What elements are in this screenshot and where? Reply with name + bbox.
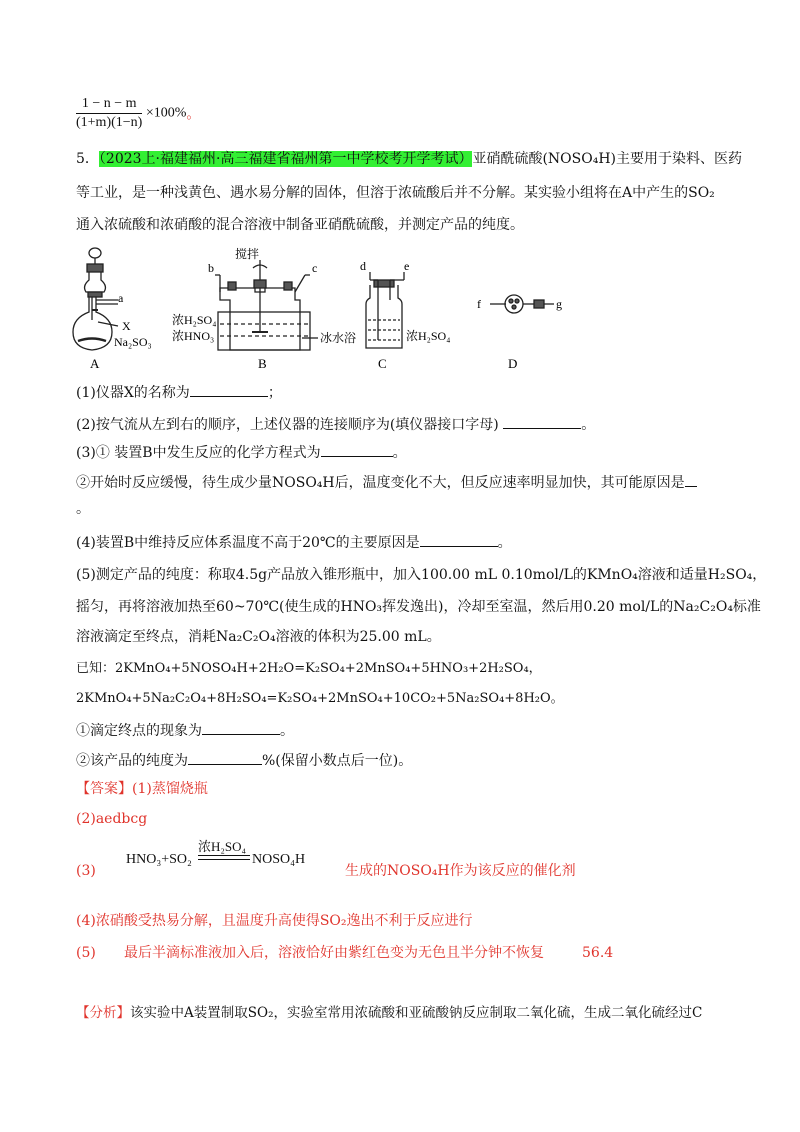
question-intro-line-2: 等工业，是一种浅黄色、遇水易分解的固体，但溶于浓硫酸后并不分解。某实验小组将在A中产生的SO₂: [76, 185, 715, 201]
subquestion-5-line-3: 溶液滴定至终点，消耗Na₂C₂O₄溶液的体积为25.00 mL。: [76, 629, 441, 645]
answer-blank-3: [321, 442, 393, 457]
subquestion-5-line-2: 摇匀，再将溶液加热至60~70℃(使生成的HNO₃挥发逸出)，冷却至室温，然后用0.20 mol/L的Na₂C₂O₄标准: [76, 599, 761, 615]
question-intro-text: 亚硝酰硫酸(NOSO₄H)主要用于染料、医药: [472, 151, 742, 167]
port-b: b: [208, 261, 214, 275]
equation-reactants: HNO₃+SO₂: [126, 852, 192, 867]
known-equation-2: 2KMnO₄+5Na₂C₂O₄+8H₂SO₄=K₂SO₄+2MnSO₄+10CO₂+5Na₂SO₄+8H₂O。: [76, 691, 564, 706]
apparatus-b: [215, 260, 318, 350]
label-stir: 搅拌: [235, 247, 260, 261]
answer-1: (1)蒸馏烧瓶: [132, 781, 208, 797]
reagent-h2so4-b: 浓H₂SO₄: [172, 313, 217, 327]
answer-blank-2: [503, 414, 581, 429]
subquestion-5b: ②该产品的纯度为 %(保留小数点后一位)。: [76, 750, 412, 770]
port-g: g: [556, 297, 562, 311]
reagent-na2so3: Na₂SO₃: [114, 335, 152, 349]
question-number: 5．: [76, 151, 99, 167]
answer-blank-5a: [202, 720, 280, 735]
answer-line-1: [76, 780, 208, 798]
label-d: D: [508, 356, 518, 371]
answer-5-label: (5): [76, 945, 96, 961]
answer-blank-3b: [685, 472, 697, 487]
answer-5-value: 56.4: [582, 945, 614, 961]
apparatus-diagram: [70, 240, 590, 375]
answer-blank-4: [420, 532, 498, 547]
subquestion-3b-end: 。: [76, 501, 90, 517]
known-equation-1: 已知：2KMnO₄+5NOSO₄H+2H₂O=K₂SO₄+2MnSO₄+5HNO₃+2H₂SO₄，: [76, 661, 542, 676]
answer-3-label: (3): [76, 863, 96, 879]
port-e: e: [404, 259, 410, 273]
source-tag: （2023上·福建福州·高三福建省福州第一中学校考开学考试）: [98, 151, 473, 167]
subquestion-3b: ②开始时反应缓慢，待生成少量NOSO₄H后，温度变化不大，但反应速率明显加快，其可能原因是: [76, 472, 697, 492]
subquestion-5a: ①滴定终点的现象为 。: [76, 720, 294, 740]
subquestion-2: (2)按气流从左到右的顺序，上述仪器的连接顺序为(填仪器接口字母) 。: [76, 414, 595, 434]
apparatus-a: [73, 248, 118, 350]
formula-denominator: (1+m)(1−n): [76, 115, 143, 130]
question-intro-line-1: [76, 150, 742, 168]
analysis-line: [76, 1004, 702, 1022]
analysis-text: 该实验中A装置制取SO₂，实验室常用浓硫酸和亚硫酸钠反应制取二氧化硫，生成二氧化硫经过C: [130, 1005, 703, 1021]
subquestion-3: (3)① 装置B中发生反应的化学方程式为 。: [76, 442, 407, 462]
subquestion-4: (4)装置B中维持反应体系温度不高于20℃的主要原因是 。: [76, 532, 512, 552]
answer-3-equation: [126, 840, 316, 880]
formula-suffix: ×100%: [145, 105, 187, 121]
purity-formula: [76, 96, 200, 131]
port-c: c: [312, 261, 318, 275]
answer-4: (4)浓硝酸受热易分解，且温度升高使得SO₂逸出不利于反应进行: [76, 913, 473, 929]
label-a: A: [90, 356, 100, 371]
answer-tag: 【答案】: [76, 781, 132, 797]
equation-arrow-bottom: [198, 859, 250, 860]
equation-product: NOSO₄H: [252, 852, 306, 867]
apparatus-c: [366, 272, 404, 348]
port-a: a: [118, 291, 124, 305]
label-x: X: [122, 319, 131, 333]
formula-end-mark: 。: [186, 107, 201, 123]
question-intro-line-3: 通入浓硫酸和浓硝酸的混合溶液中制备亚硝酰硫酸，并测定产品的纯度。: [76, 217, 524, 233]
equation-arrow-top: [198, 855, 250, 856]
subquestion-1: (1)仪器X的名称为 ；: [76, 382, 282, 402]
label-ice-bath: 冰水浴: [320, 331, 357, 345]
reagent-h2so4-c: 浓H₂SO₄: [406, 329, 451, 343]
answer-3-note: 生成的NOSO₄H作为该反应的催化剂: [345, 863, 576, 879]
equation-condition: 浓H₂SO₄: [198, 839, 247, 854]
answer-2: (2)aedbcg: [76, 811, 148, 827]
answer-5-text: 最后半滴标准液加入后，溶液恰好由紫红色变为无色且半分钟不恢复: [124, 945, 544, 961]
answer-blank-1: [190, 382, 268, 397]
answer-blank-5b: [188, 750, 262, 765]
port-f: f: [477, 297, 481, 311]
analysis-tag: 【分析】: [76, 1005, 130, 1021]
label-c: C: [378, 356, 387, 371]
label-b: B: [258, 356, 267, 371]
reagent-hno3: 浓HNO₃: [172, 329, 215, 343]
port-d: d: [360, 259, 366, 273]
formula-numerator: 1 − n − m: [76, 96, 142, 114]
subquestion-5-line-1: (5)测定产品的纯度：称取4.5g产品放入锥形瓶中，加入100.00 mL 0.10mol/L的KMnO₄溶液和适量H₂SO₄，: [76, 567, 767, 583]
apparatus-d: [490, 295, 554, 313]
